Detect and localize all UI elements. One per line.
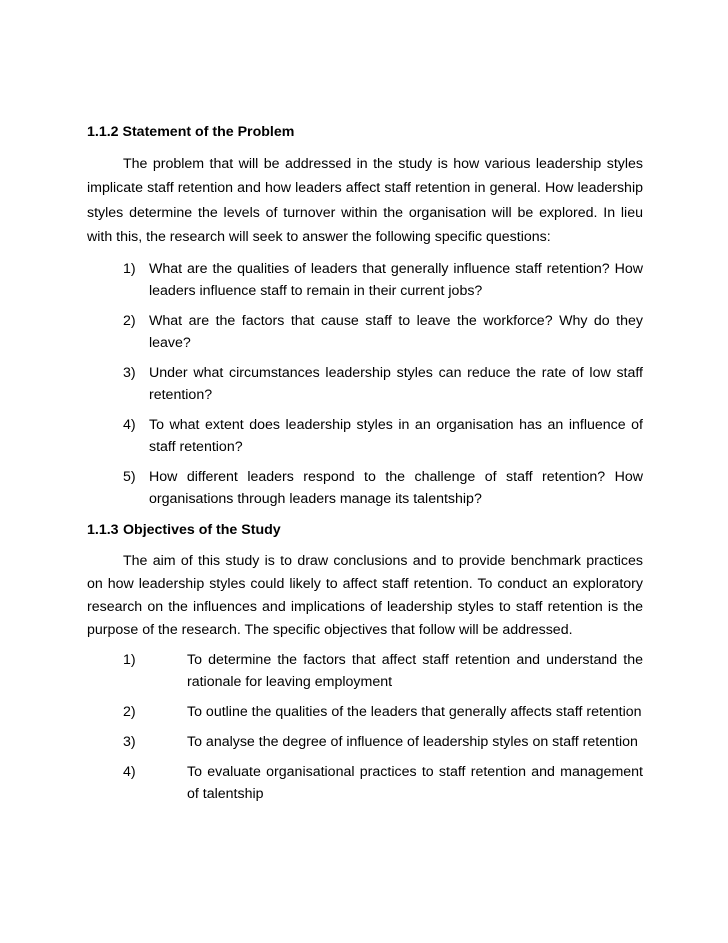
list-item [123,258,643,302]
section-number: 1.1.3 [87,521,119,538]
list-item [123,701,643,723]
list-item-text: To determine the factors that affect staff retention and understand the rationale for leaving employment [187,651,643,690]
list-marker: 1) [123,651,136,668]
list-marker: 4) [123,763,136,780]
list-item [123,414,643,458]
section-heading-objectives [87,520,643,540]
list-item-text: To evaluate organisational practices to staff retention and management of talentship [187,763,643,802]
list-item-text: To analyse the degree of influence of leadership styles on staff retention [187,733,638,750]
list-item [123,761,643,805]
list-item [123,362,643,406]
list-item [123,731,643,753]
document-page [87,122,643,813]
list-item [123,649,643,693]
list-marker: 1) [123,260,136,277]
list-marker: 5) [123,468,136,485]
list-item-text: To outline the qualities of the leaders that generally affects staff retention [187,703,642,720]
list-item [123,466,643,510]
list-item-text: What are the qualities of leaders that generally influence staff retention? How leaders influence staff to remain in their current jobs? [149,260,643,299]
list-marker: 2) [123,312,136,329]
list-item-text: To what extent does leadership styles in an organisation has an influence of staff retention? [149,416,643,455]
section-heading-statement-of-problem: 1.1.2 Statement of the Problem [87,124,295,140]
problem-statement-paragraph: The problem that will be addressed in the study is how various leadership styles implicate staff retention and how leaders affect staff retention in general. How leadership styles determine the levels of turnover within the organisation will be explored. In lieu with this, the research will seek to answer the following specific questions: [87,156,643,246]
list-item [123,310,643,354]
list-item-text: Under what circumstances leadership styles can reduce the rate of low staff retention? [149,364,643,403]
list-marker: 3) [123,364,136,381]
section-title: Objectives of the Study [123,521,281,538]
list-marker: 3) [123,733,136,750]
research-questions-list [87,258,643,510]
list-marker: 4) [123,416,136,433]
list-item-text: How different leaders respond to the challenge of staff retention? How organisations through leaders manage its talentship? [149,468,643,507]
objectives-paragraph: The aim of this study is to draw conclusions and to provide benchmark practices on how leadership styles could likely to affect staff retention. To conduct an exploratory research on the influences and implications of leadership styles to staff retention is the purpose of the research. The specific objectives that follow will be addressed. [87,552,643,638]
list-marker: 2) [123,703,136,720]
list-item-text: What are the factors that cause staff to leave the workforce? Why do they leave? [149,312,643,351]
objectives-list [87,649,643,805]
